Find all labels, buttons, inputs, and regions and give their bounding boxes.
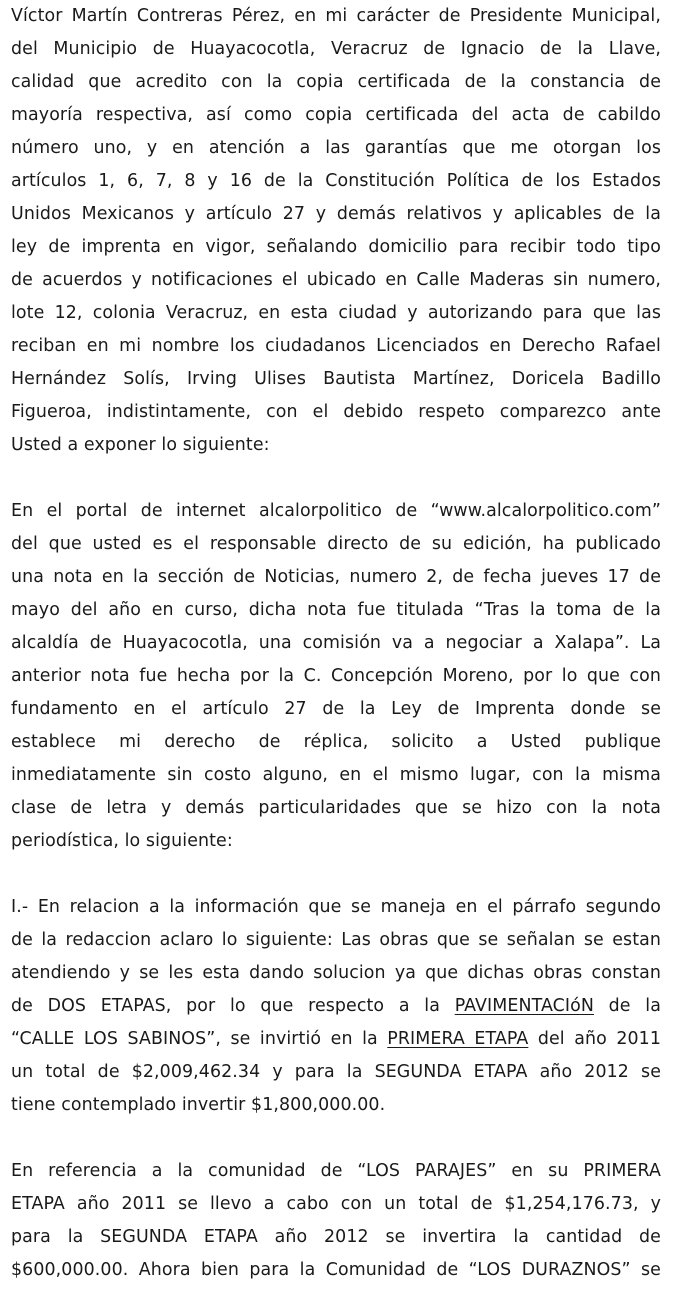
text-line: anterior nota fue hecha por la C. Concepción Moreno, por lo que con (11, 666, 661, 686)
text-line-with-underline (11, 1023, 661, 1056)
text-line: Figueroa, indistintamente, con el debido respeto comparezco ante (11, 402, 661, 422)
text-line: del Municipio de Huayacocotla, Veracruz de Ignacio de la Llave, (11, 39, 661, 59)
paragraph-point-one (11, 891, 661, 1122)
text-line: ley de imprenta en vigor, señalando domicilio para recibir todo tipo (11, 237, 661, 257)
text-fragment: del año 2011 (528, 1029, 661, 1049)
text-line: Hernández Solís, Irving Ulises Bautista Martínez, Doricela Badillo (11, 369, 661, 389)
text-line: mayo del año en curso, dicha nota fue titulada “Tras la toma de la (11, 600, 661, 620)
text-line: ETAPA año 2011 se llevo a cabo con un total de $1,254,176.73, y (11, 1194, 661, 1214)
text-line: artículos 1, 6, 7, 8 y 16 de la Constitución Política de los Estados (11, 171, 661, 191)
underlined-term: PRIMERA ETAPA (387, 1029, 529, 1049)
text-line: de acuerdos y notificaciones el ubicado en Calle Maderas sin numero, (11, 270, 661, 290)
text-line: Víctor Martín Contreras Pérez, en mi carácter de Presidente Municipal, (11, 6, 661, 26)
text-line: Usted a exponer lo siguiente: (11, 435, 270, 455)
paragraph-gap (11, 462, 661, 495)
text-fragment: “CALLE LOS SABINOS”, se invirtió en la (11, 1029, 388, 1049)
text-line: establece mi derecho de réplica, solicito a Usted publique (11, 732, 661, 752)
text-line: Unidos Mexicanos y artículo 27 y demás relativos y aplicables de la (11, 204, 661, 224)
text-line: reciban en mi nombre los ciudadanos Licenciados en Derecho Rafael (11, 336, 661, 356)
text-line: un total de $2,009,462.34 y para la SEGUNDA ETAPA año 2012 se (11, 1062, 661, 1082)
text-line: $600,000.00. Ahora bien para la Comunidad de “LOS DURAZNOS” se (11, 1260, 661, 1280)
text-line-with-underline (11, 990, 661, 1023)
text-line: inmediatamente sin costo alguno, en el mismo lugar, con la misma (11, 765, 661, 785)
text-fragment: de la (593, 996, 661, 1016)
text-line: En el portal de internet alcalorpolitico de “www.alcalorpolitico.com” (11, 501, 661, 521)
text-line: clase de letra y demás particularidades que se hizo con la nota (11, 798, 661, 818)
text-line: En referencia a la comunidad de “LOS PARAJES” en su PRIMERA (11, 1161, 661, 1181)
text-fragment: de DOS ETAPAS, por lo que respecto a la (11, 996, 455, 1016)
paragraph-intro (11, 0, 661, 462)
text-line: periodística, lo siguiente: (11, 831, 233, 851)
text-line: de la redaccion aclaro lo siguiente: Las obras que se señalan se estan (11, 930, 661, 950)
paragraph-parajes (11, 1155, 661, 1287)
text-line: atendiendo y se les esta dando solucion ya que dichas obras constan (11, 963, 661, 983)
text-line: calidad que acredito con la copia certificada de la constancia de (11, 72, 661, 92)
text-line: I.- En relacion a la información que se maneja en el párrafo segundo (11, 897, 661, 917)
document-page (11, 0, 661, 1287)
paragraph-gap (11, 858, 661, 891)
text-line: mayoría respectiva, así como copia certificada del acta de cabildo (11, 105, 661, 125)
text-line: tiene contemplado invertir $1,800,000.00. (11, 1095, 386, 1115)
text-line: alcaldía de Huayacocotla, una comisión va a negociar a Xalapa”. La (11, 633, 661, 653)
text-line: número uno, y en atención a las garantías que me otorgan los (11, 138, 661, 158)
text-line: del que usted es el responsable directo de su edición, ha publicado (11, 534, 661, 554)
paragraph-gap (11, 1122, 661, 1155)
text-line: una nota en la sección de Noticias, numero 2, de fecha jueves 17 de (11, 567, 661, 587)
paragraph-portal (11, 495, 661, 858)
text-line: fundamento en el artículo 27 de la Ley de Imprenta donde se (11, 699, 661, 719)
text-line: lote 12, colonia Veracruz, en esta ciudad y autorizando para que las (11, 303, 661, 323)
underlined-term: PAVIMENTACIóN (454, 996, 594, 1016)
text-line: para la SEGUNDA ETAPA año 2012 se invertira la cantidad de (11, 1227, 661, 1247)
